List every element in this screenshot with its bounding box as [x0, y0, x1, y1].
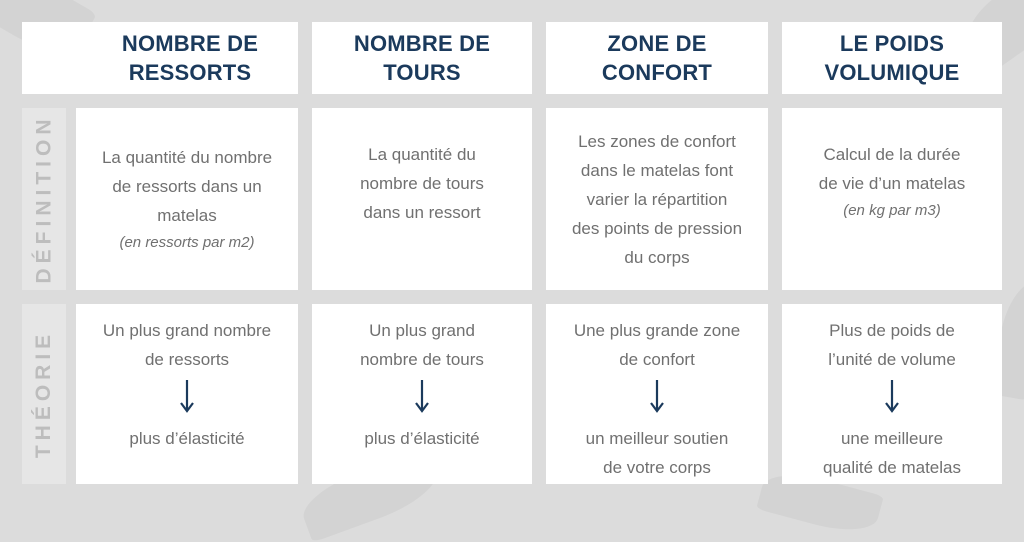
definition-cell-poids: [782, 108, 1002, 290]
text-line: dans le matelas font: [580, 160, 734, 180]
definition-cell-tours: [312, 108, 532, 290]
column-header-le-poids-volumique: [782, 22, 1002, 94]
down-arrow-icon: [179, 378, 195, 414]
text-line: Un plus grand nombre: [102, 321, 272, 340]
column-header-zone-de-confort: [546, 22, 768, 94]
down-arrow-icon: [884, 378, 900, 414]
row-label-definition: [22, 108, 66, 290]
theorie-cell-confort: [546, 304, 768, 484]
text-line: dans un ressort: [363, 203, 481, 222]
text-line: de ressorts: [144, 350, 230, 369]
theorie-cell-poids: [782, 304, 1002, 484]
text-line: Une plus grande zone: [573, 321, 741, 340]
theorie-cell-ressorts: [76, 304, 298, 484]
down-arrow-icon: [414, 378, 430, 414]
column-header-nombre-de-tours: [312, 22, 532, 94]
text-line: Plus de poids de: [829, 321, 955, 340]
text-line: l’unité de volume: [828, 350, 956, 369]
text-line: de ressorts dans un: [112, 176, 262, 196]
text-line: Les zones de confort: [578, 131, 736, 151]
row-label-text: DÉFINITION: [32, 114, 55, 284]
text-line: du corps: [624, 247, 690, 267]
column-header-nombre-de-ressorts: [22, 22, 298, 94]
text-line: de votre corps: [603, 458, 711, 477]
text-line: de confort: [619, 350, 695, 369]
header-line: ZONE DE: [607, 31, 707, 56]
text-line: nombre de tours: [360, 174, 484, 193]
header-line: CONFORT: [601, 60, 713, 85]
header-line: TOURS: [383, 60, 461, 85]
text-line: plus d’élasticité: [129, 429, 245, 448]
text-line: Calcul de la durée: [823, 145, 961, 164]
text-line: une meilleure: [840, 429, 944, 448]
text-line: Un plus grand: [369, 321, 475, 340]
text-line: un meilleur soutien: [585, 429, 729, 448]
text-line: nombre de tours: [360, 350, 484, 369]
definition-cell-ressorts: [76, 108, 298, 290]
row-label-theorie: [22, 304, 66, 484]
header-line: NOMBRE DE: [121, 31, 259, 56]
definition-cell-confort: [546, 108, 768, 290]
header-line: NOMBRE DE: [353, 31, 491, 56]
unit-note: (en kg par m3): [843, 202, 941, 219]
text-line: de vie d’un matelas: [818, 174, 966, 193]
theorie-cell-tours: [312, 304, 532, 484]
text-line: La quantité du nombre: [101, 147, 273, 167]
text-line: qualité de matelas: [823, 458, 961, 477]
header-line: RESSORTS: [128, 60, 252, 85]
unit-note: (en ressorts par m2): [119, 233, 255, 251]
row-label-text: THÉORIE: [32, 329, 55, 459]
down-arrow-icon: [649, 378, 665, 414]
header-line: VOLUMIQUE: [824, 60, 960, 85]
text-line: des points de pression: [571, 218, 743, 238]
text-line: plus d’élasticité: [364, 429, 480, 448]
text-line: varier la répartition: [586, 189, 728, 209]
header-line: LE POIDS: [839, 31, 945, 56]
text-line: matelas: [157, 205, 217, 225]
text-line: La quantité du: [368, 145, 476, 164]
